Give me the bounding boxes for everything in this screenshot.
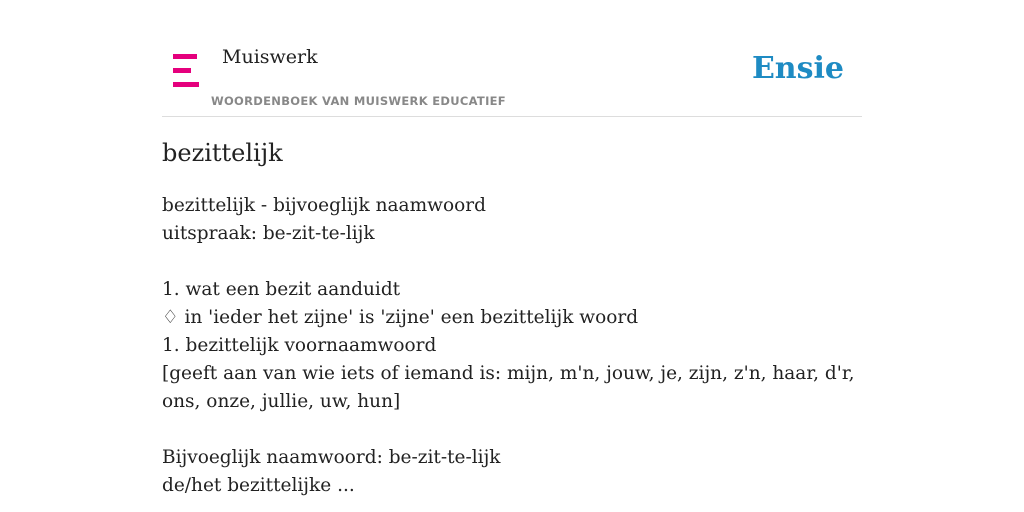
entry-line-definition: 1. wat een bezit aanduidt: [162, 279, 401, 300]
entry-line-hyphenation: Bijvoeglijk naamwoord: be-zit-te-lijk: [162, 447, 501, 468]
brand-subtitle: WOORDENBOEK VAN MUISWERK EDUCATIEF: [211, 94, 506, 108]
entry-line-example: ♢ in 'ieder het zijne' is 'zijne' een bezittelijk woord: [162, 307, 639, 328]
entry-line-inflection: de/het bezittelijke ...: [162, 475, 355, 496]
muiswerk-logo-icon[interactable]: [173, 54, 201, 88]
site-header: [162, 0, 862, 117]
page: [162, 0, 862, 512]
ensie-logo[interactable]: Ensie: [751, 51, 844, 86]
entry-line-pronunciation: uitspraak: be-zit-te-lijk: [162, 223, 375, 244]
entry-line-word-class: bezittelijk - bijvoeglijk naamwoord: [162, 195, 486, 216]
brand-name[interactable]: Muiswerk: [222, 46, 318, 68]
entry-body: [162, 192, 862, 500]
entry-line-explanation: [geeft aan van wie iets of iemand is: mijn, m'n, jouw, je, zijn, z'n, haar, d'r, ons, onze, jullie, uw, hun]: [162, 363, 855, 412]
entry-line-blank: [162, 416, 862, 444]
entry-line-blank: [162, 248, 862, 276]
entry-title: bezittelijk: [162, 139, 283, 167]
logo-bar-top: [173, 54, 197, 59]
entry-line-subdefinition: 1. bezittelijk voornaamwoord: [162, 335, 437, 356]
logo-bar-bottom: [173, 82, 199, 87]
logo-bar-middle: [173, 68, 191, 73]
